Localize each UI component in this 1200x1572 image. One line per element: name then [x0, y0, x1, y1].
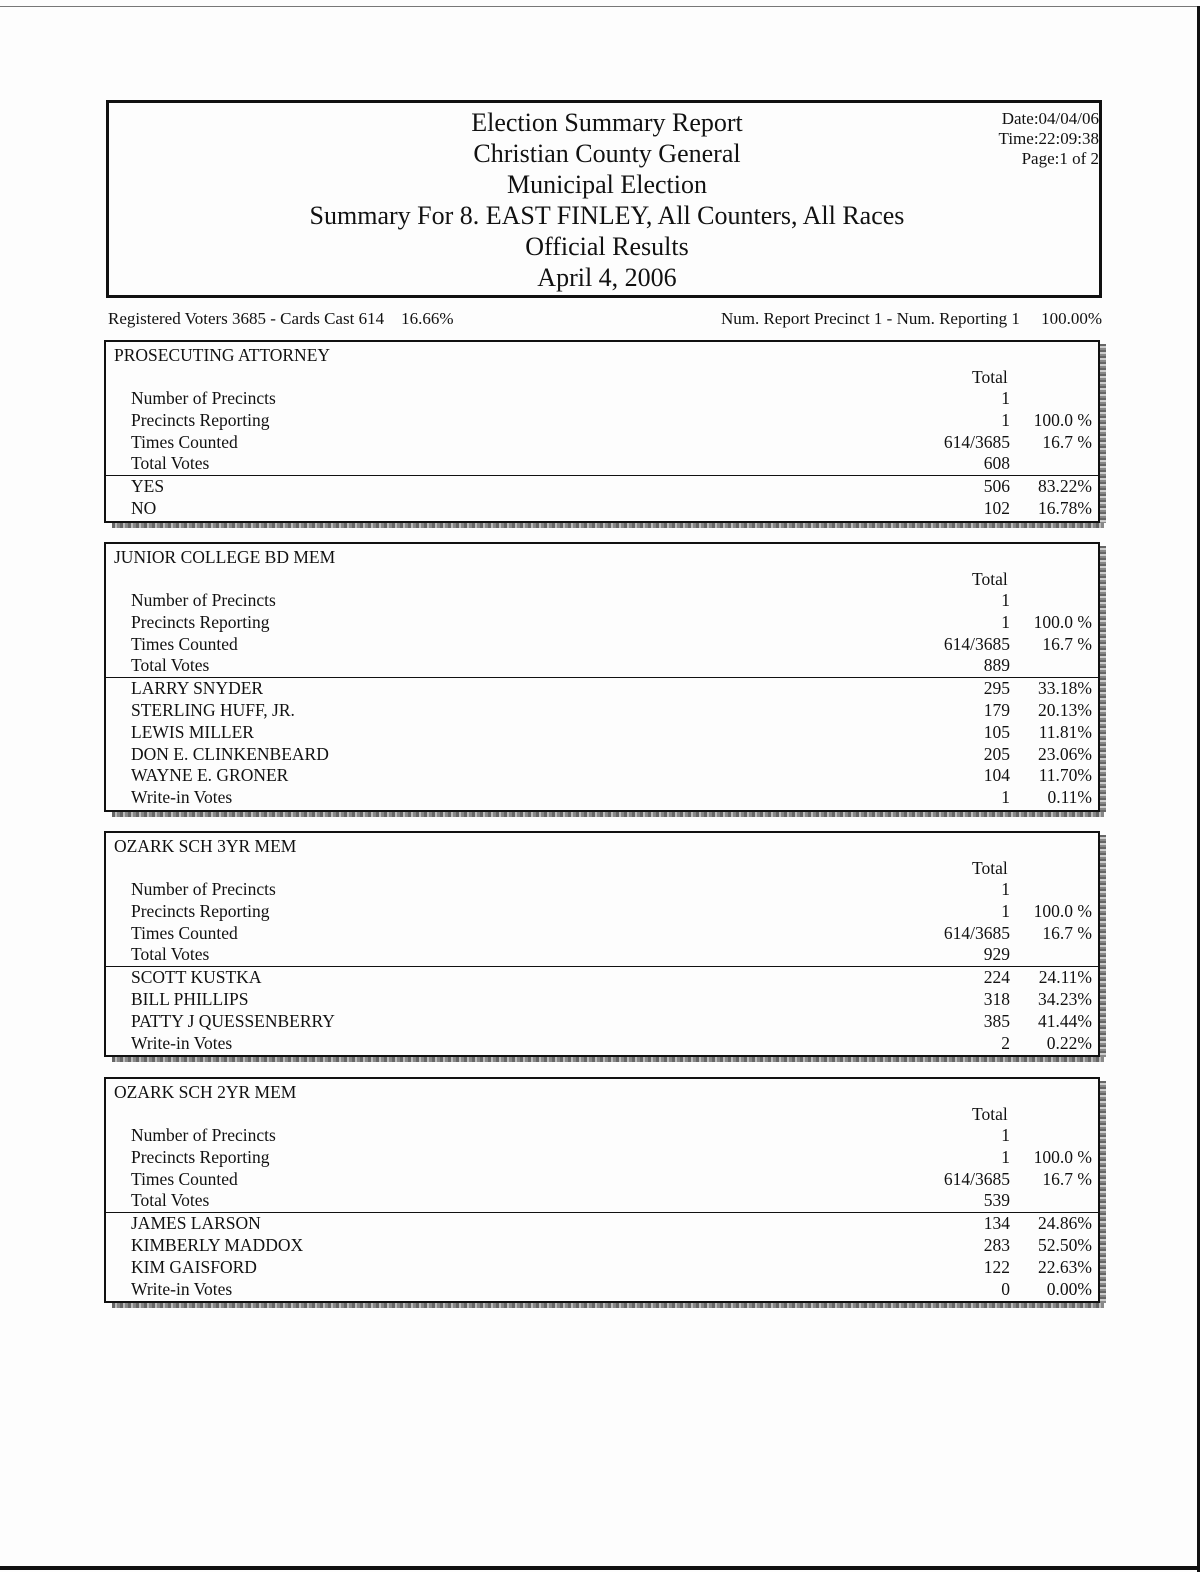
stat-label: Total Votes	[131, 655, 210, 676]
choice-pct: 20.13%	[1038, 699, 1092, 720]
stat-value: 614/3685	[943, 922, 1010, 943]
stat-label: Precincts Reporting	[131, 900, 270, 921]
race-block	[104, 340, 1100, 523]
stat-row	[106, 1169, 1098, 1191]
choice-label: Write-in Votes	[131, 1278, 233, 1299]
choice-value: 122	[983, 1256, 1010, 1277]
choice-pct: 23.06%	[1038, 743, 1092, 764]
report-header	[106, 100, 1102, 298]
choice-value: 134	[983, 1213, 1010, 1234]
stat-value: 1	[1001, 1125, 1010, 1145]
stat-pct: 16.7 %	[1042, 633, 1092, 654]
stat-label: Precincts Reporting	[131, 611, 270, 632]
stat-value: 1	[1001, 611, 1010, 632]
race-block	[104, 831, 1100, 1057]
stat-label: Times Counted	[131, 633, 238, 654]
race-title: PROSECUTING ATTORNEY	[114, 345, 331, 365]
stat-label: Number of Precincts	[131, 879, 276, 899]
stat-row	[106, 634, 1098, 656]
stat-value: 614/3685	[943, 431, 1010, 452]
summary-line	[108, 308, 1102, 330]
stat-row	[106, 655, 1098, 677]
stat-label: Number of Precincts	[131, 388, 276, 408]
stat-label: Number of Precincts	[131, 590, 276, 610]
race-title: JUNIOR COLLEGE BD MEM	[114, 547, 336, 567]
stat-pct: 16.7 %	[1042, 1168, 1092, 1189]
choice-label: KIM GAISFORD	[131, 1256, 257, 1277]
choice-row	[106, 989, 1098, 1011]
choice-pct: 0.22%	[1046, 1032, 1092, 1053]
choice-label: WAYNE E. GRONER	[131, 765, 289, 786]
stat-label: Total Votes	[131, 453, 210, 474]
choice-row	[106, 1011, 1098, 1033]
race-shadow	[1100, 1081, 1106, 1303]
race-rows	[106, 1125, 1098, 1300]
choice-label: NO	[131, 497, 157, 518]
choice-row	[106, 765, 1098, 787]
stat-label: Times Counted	[131, 431, 238, 452]
title-line: Election Summary Report	[471, 108, 743, 137]
choice-label: LEWIS MILLER	[131, 721, 254, 742]
stat-row	[106, 901, 1098, 923]
choice-value: 318	[983, 988, 1010, 1009]
choice-value: 224	[983, 967, 1010, 988]
choice-row	[106, 1257, 1098, 1279]
choice-row	[106, 787, 1098, 809]
stat-value: 608	[983, 453, 1010, 474]
choice-label: PATTY J QUESSENBERRY	[131, 1010, 335, 1031]
report-meta	[999, 109, 1099, 169]
race-rows	[106, 388, 1098, 520]
choice-value: 1	[1001, 787, 1010, 808]
total-column-header: Total	[972, 367, 1008, 387]
stat-row	[106, 612, 1098, 634]
race-title: OZARK SCH 2YR MEM	[114, 1082, 297, 1102]
race-block	[104, 542, 1100, 812]
race-shadow	[112, 523, 1104, 528]
choice-pct: 11.70%	[1038, 765, 1092, 786]
race-shadow	[1100, 835, 1106, 1057]
choice-value: 205	[983, 743, 1010, 764]
choice-label: STERLING HUFF, JR.	[131, 699, 295, 720]
stat-value: 614/3685	[943, 1168, 1010, 1189]
stat-label: Total Votes	[131, 1190, 210, 1211]
choice-value: 295	[983, 678, 1010, 699]
stat-pct: 100.0 %	[1033, 409, 1092, 430]
choice-label: Write-in Votes	[131, 1032, 233, 1053]
stat-pct: 16.7 %	[1042, 431, 1092, 452]
race-block	[104, 1077, 1100, 1303]
title-line: April 4, 2006	[537, 263, 677, 292]
choice-row	[106, 700, 1098, 722]
report-title-block	[109, 107, 1105, 293]
stat-value: 1	[1001, 590, 1010, 610]
race-rows	[106, 590, 1098, 809]
choice-pct: 33.18%	[1038, 678, 1092, 699]
choice-value: 0	[1001, 1278, 1010, 1299]
choice-row	[106, 1033, 1098, 1055]
choice-row	[106, 722, 1098, 744]
stat-row	[106, 388, 1098, 410]
stat-row	[106, 590, 1098, 612]
stat-pct: 100.0 %	[1033, 1146, 1092, 1167]
stat-value: 539	[983, 1190, 1010, 1211]
stat-label: Times Counted	[131, 1168, 238, 1189]
choice-pct: 41.44%	[1038, 1010, 1092, 1031]
stat-pct: 100.0 %	[1033, 611, 1092, 632]
choice-value: 283	[983, 1234, 1010, 1255]
title-line: Summary For 8. EAST FINLEY, All Counters, All Races	[309, 201, 905, 230]
choice-value: 506	[983, 476, 1010, 497]
choice-label: SCOTT KUSTKA	[131, 967, 262, 988]
choice-label: YES	[131, 476, 165, 497]
choice-row	[106, 498, 1098, 520]
total-column-header: Total	[972, 1104, 1008, 1124]
title-line: Municipal Election	[506, 170, 707, 199]
stat-pct: 100.0 %	[1033, 900, 1092, 921]
choice-label: DON E. CLINKENBEARD	[131, 743, 329, 764]
stat-row	[106, 1125, 1098, 1147]
stat-row	[106, 879, 1098, 901]
race-shadow	[1100, 546, 1106, 812]
registered-voters-summary: Registered Voters 3685 - Cards Cast 614 16.66%	[108, 309, 454, 328]
scan-edge-top	[0, 6, 1200, 7]
stat-row	[106, 944, 1098, 966]
choice-row	[106, 678, 1098, 700]
choice-row	[106, 744, 1098, 766]
stat-row	[106, 410, 1098, 432]
stat-label: Number of Precincts	[131, 1125, 276, 1145]
stat-value: 1	[1001, 409, 1010, 430]
scan-edge-bottom	[0, 1566, 1200, 1570]
choice-pct: 0.00%	[1046, 1278, 1092, 1299]
stat-label: Precincts Reporting	[131, 409, 270, 430]
stat-value: 614/3685	[943, 633, 1010, 654]
choice-pct: 24.11%	[1038, 967, 1092, 988]
stat-value: 1	[1001, 1146, 1010, 1167]
stat-row	[106, 432, 1098, 454]
race-rows	[106, 879, 1098, 1054]
choice-value: 385	[983, 1010, 1010, 1031]
report-page: Page:1 of 2	[1021, 149, 1099, 168]
choice-value: 105	[983, 721, 1010, 742]
precinct-reporting-summary: Num. Report Precinct 1 - Num. Reporting 1 100.00%	[720, 309, 1102, 328]
choice-row	[106, 1279, 1098, 1301]
stat-pct: 16.7 %	[1042, 922, 1092, 943]
choice-value: 104	[983, 765, 1010, 786]
choice-label: JAMES LARSON	[131, 1213, 261, 1234]
stat-value: 929	[983, 944, 1010, 965]
report-date: Date:04/04/06	[1001, 109, 1099, 128]
stat-label: Total Votes	[131, 944, 210, 965]
race-shadow	[1100, 344, 1106, 523]
choice-value: 102	[983, 497, 1010, 518]
race-shadow	[112, 1057, 1104, 1062]
stat-value: 1	[1001, 900, 1010, 921]
stat-label: Precincts Reporting	[131, 1146, 270, 1167]
choice-row	[106, 967, 1098, 989]
choice-row	[106, 1235, 1098, 1257]
choice-label: Write-in Votes	[131, 787, 233, 808]
choice-pct: 24.86%	[1038, 1213, 1092, 1234]
choice-pct: 0.11%	[1047, 787, 1092, 808]
stat-row	[106, 1147, 1098, 1169]
choice-pct: 83.22%	[1038, 476, 1092, 497]
choice-pct: 52.50%	[1038, 1234, 1092, 1255]
choice-label: KIMBERLY MADDOX	[131, 1234, 304, 1255]
report-time: Time:22:09:38	[998, 129, 1099, 148]
stat-row	[106, 923, 1098, 945]
total-column-header: Total	[972, 858, 1008, 878]
choice-label: BILL PHILLIPS	[131, 988, 249, 1009]
race-shadow	[112, 1303, 1104, 1308]
choice-row	[106, 1213, 1098, 1235]
choice-value: 2	[1001, 1032, 1010, 1053]
choice-pct: 22.63%	[1038, 1256, 1092, 1277]
stat-value: 1	[1001, 879, 1010, 899]
choice-pct: 11.81%	[1038, 721, 1092, 742]
choice-pct: 34.23%	[1038, 988, 1092, 1009]
choice-pct: 16.78%	[1038, 497, 1092, 518]
choice-row	[106, 476, 1098, 498]
race-shadow	[112, 812, 1104, 817]
choice-label: LARRY SNYDER	[131, 678, 264, 699]
stat-label: Times Counted	[131, 922, 238, 943]
stat-value: 889	[983, 655, 1010, 676]
title-line: Official Results	[525, 232, 689, 261]
choice-value: 179	[983, 699, 1010, 720]
title-line: Christian County General	[473, 139, 741, 168]
stat-row	[106, 1190, 1098, 1212]
stat-row	[106, 453, 1098, 475]
total-column-header: Total	[972, 569, 1008, 589]
stat-value: 1	[1001, 388, 1010, 408]
race-title: OZARK SCH 3YR MEM	[114, 836, 297, 856]
